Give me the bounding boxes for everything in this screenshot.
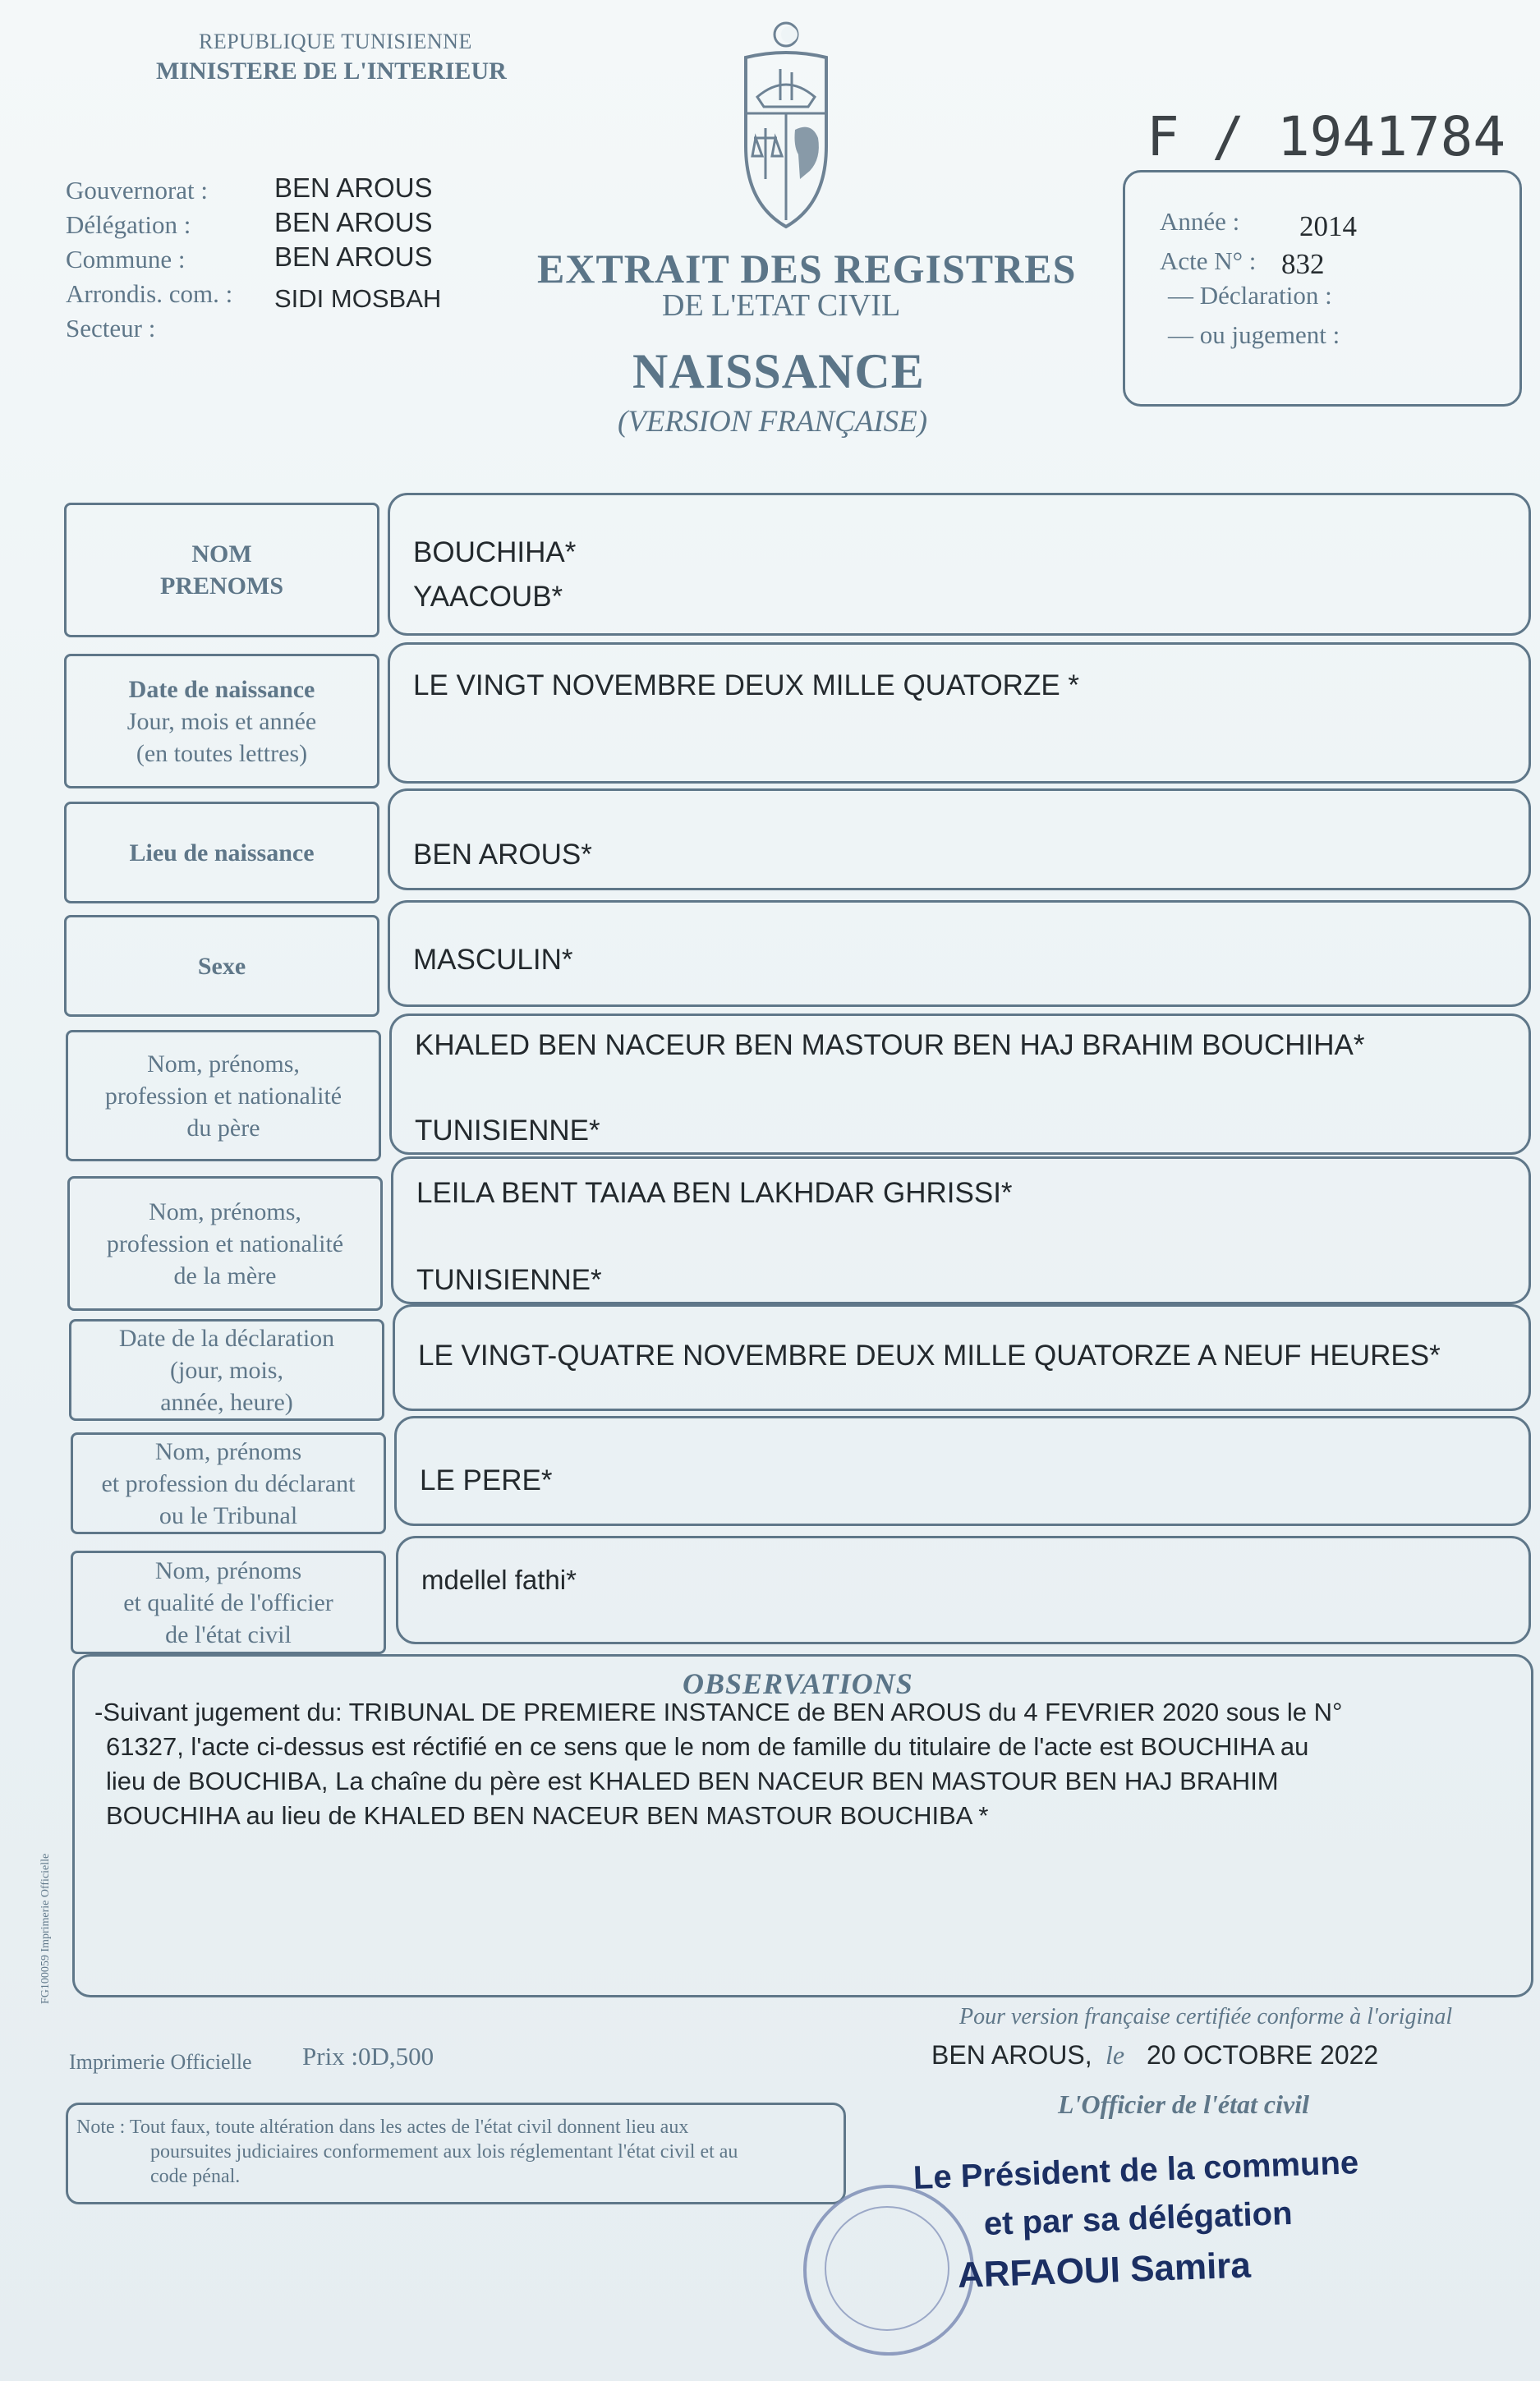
father-name-value: KHALED BEN NACEUR BEN MASTOUR BEN HAJ BRAHIM BOUCHIHA* xyxy=(415,1029,1365,1061)
version-label: (VERSION FRANÇAISE) xyxy=(618,405,928,439)
mother-label-3: de la mère xyxy=(173,1262,277,1289)
signature-line-3: ARFAOUI Samira xyxy=(957,2245,1252,2296)
note-line-2: poursuites judiciaires conformement aux lois réglementant l'état civil et au xyxy=(150,2141,738,2163)
officer-title: L'Officier de l'état civil xyxy=(1058,2089,1309,2119)
observation-line-1: -Suivant jugement du: TRIBUNAL DE PREMIERE INSTANCE de BEN AROUS du 4 FEVRIER 2020 sous le N° xyxy=(94,1698,1343,1726)
birth-date-value-cell xyxy=(388,642,1531,784)
sex-value-cell xyxy=(388,900,1531,1007)
officer-value: mdellel fathi* xyxy=(421,1565,577,1595)
declaration-date-value-cell xyxy=(393,1304,1531,1411)
declarant-label-3: ou le Tribunal xyxy=(159,1501,298,1529)
certified-text: Pour version française certifiée conforme à l'original xyxy=(959,2004,1453,2029)
father-nationality-value: TUNISIENNE* xyxy=(415,1115,600,1147)
delegation-label: Délégation : xyxy=(66,210,191,239)
jugement-label: — ou jugement : xyxy=(1168,320,1340,349)
father-label-3: du père xyxy=(186,1114,260,1142)
registry-reference-box xyxy=(1123,170,1522,407)
observations-box xyxy=(72,1654,1533,1997)
commune-label: Commune : xyxy=(66,245,186,273)
first-name-value: YAACOUB* xyxy=(413,581,563,613)
observations-title: OBSERVATIONS xyxy=(683,1667,913,1700)
name-label-cell xyxy=(64,503,379,637)
document-type-title: NAISSANCE xyxy=(632,344,925,398)
serial-number: F / 1941784 xyxy=(1147,105,1506,168)
surname-value: BOUCHIHA* xyxy=(413,536,577,568)
birth-date-sublabel-2: (en toutes lettres) xyxy=(136,739,308,767)
delegation-value: BEN AROUS xyxy=(274,207,433,237)
note-line-3: code pénal. xyxy=(150,2166,241,2187)
mother-name-value: LEILA BENT TAIAA BEN LAKHDAR GHRISSI* xyxy=(416,1177,1013,1209)
nom-label: NOM xyxy=(191,540,252,568)
legal-note-box xyxy=(66,2103,846,2204)
sex-label: Sexe xyxy=(197,952,246,980)
sex-value: MASCULIN* xyxy=(413,944,573,976)
republic-heading: REPUBLIQUE TUNISIENNE xyxy=(199,30,472,53)
name-value-cell xyxy=(388,493,1531,636)
father-label-2: profession et nationalité xyxy=(104,1082,342,1110)
observation-line-3: lieu de BOUCHIBA, La chaîne du père est KHALED BEN NACEUR BEN MASTOUR BEN HAJ BRAHIM xyxy=(106,1767,1279,1795)
declarant-label-2: et profession du déclarant xyxy=(101,1469,356,1497)
sex-label-cell xyxy=(64,915,379,1017)
register-subtitle: DE L'ETAT CIVIL xyxy=(662,288,901,323)
declarant-value: LE PERE* xyxy=(420,1464,553,1496)
arrondissement-value: SIDI MOSBAH xyxy=(274,284,442,313)
ministry-heading: MINISTERE DE L'INTERIEUR xyxy=(156,57,507,85)
officer-label-cell xyxy=(71,1551,386,1654)
mother-nationality-value: TUNISIENNE* xyxy=(416,1264,602,1296)
register-title: EXTRAIT DES REGISTRES xyxy=(537,246,1077,292)
birth-date-label-cell xyxy=(64,654,379,788)
acte-value: 832 xyxy=(1281,248,1325,280)
gouvernorat-label: Gouvernorat : xyxy=(66,176,209,205)
issue-date: 20 OCTOBRE 2022 xyxy=(1147,2040,1379,2070)
declarant-label-1: Nom, prénoms xyxy=(154,1437,302,1465)
mother-label-cell xyxy=(67,1176,383,1311)
birth-date-sublabel: Jour, mois et année xyxy=(126,707,317,735)
arrondissement-label: Arrondis. com. : xyxy=(66,279,233,308)
birth-place-label-cell xyxy=(64,802,379,903)
birth-place-value: BEN AROUS* xyxy=(413,839,592,871)
prenoms-label: PRENOMS xyxy=(160,572,283,600)
declaration-label: — Déclaration : xyxy=(1168,281,1332,310)
observation-line-2: 61327, l'acte ci-dessus est réctifié en ce sens que le nom de famille du titulaire de l'acte est BOUCHIHA au xyxy=(106,1732,1309,1761)
printer-code: FG100059 Imprimerie Officielle xyxy=(39,1853,52,2004)
annee-label: Année : xyxy=(1160,207,1240,236)
mother-label-2: profession et nationalité xyxy=(106,1230,344,1257)
declaration-date-value: LE VINGT-QUATRE NOVEMBRE DEUX MILLE QUATORZE A NEUF HEURES* xyxy=(418,1340,1441,1372)
acte-label: Acte N° : xyxy=(1160,246,1257,275)
officer-label-2: et qualité de l'officier xyxy=(123,1588,333,1616)
annee-value: 2014 xyxy=(1299,210,1357,242)
declaration-date-label-2: (jour, mois, xyxy=(170,1356,283,1384)
father-label-1: Nom, prénoms, xyxy=(147,1050,300,1078)
official-stamp-icon xyxy=(803,2185,974,2356)
declaration-date-label-cell xyxy=(69,1319,384,1421)
declaration-date-label-1: Date de la déclaration xyxy=(118,1324,335,1352)
father-value-cell xyxy=(389,1014,1531,1155)
mother-label-1: Nom, prénoms, xyxy=(149,1197,301,1225)
father-label-cell xyxy=(66,1030,381,1161)
officer-label-3: de l'état civil xyxy=(165,1620,292,1648)
tunisian-coat-of-arms-icon xyxy=(729,15,843,230)
imprimerie-label: Imprimerie Officielle xyxy=(69,2050,252,2074)
birth-date-value: LE VINGT NOVEMBRE DEUX MILLE QUATORZE * xyxy=(413,669,1080,701)
secteur-label: Secteur : xyxy=(66,314,156,342)
issue-place: BEN AROUS, xyxy=(931,2040,1092,2070)
commune-value: BEN AROUS xyxy=(274,241,433,272)
birth-place-label: Lieu de naissance xyxy=(129,839,315,866)
officer-value-cell xyxy=(396,1536,1531,1644)
signature-line-2: et par sa délégation xyxy=(983,2195,1294,2242)
issue-le-label: le xyxy=(1106,2040,1125,2070)
gouvernorat-value: BEN AROUS xyxy=(274,172,433,203)
observation-line-4: BOUCHIHA au lieu de KHALED BEN NACEUR BEN MASTOUR BOUCHIBA * xyxy=(106,1801,989,1830)
price-label: Prix :0D,500 xyxy=(302,2042,434,2071)
declaration-date-label-3: année, heure) xyxy=(160,1388,293,1416)
birth-place-value-cell xyxy=(388,788,1531,890)
declarant-value-cell xyxy=(394,1416,1531,1526)
declarant-label-cell xyxy=(71,1432,386,1534)
signature-line-1: Le Président de la commune xyxy=(913,2144,1359,2196)
officer-label-1: Nom, prénoms xyxy=(154,1556,302,1584)
mother-value-cell xyxy=(391,1156,1531,1304)
note-line-1: Note : Tout faux, toute altération dans les actes de l'état civil donnent lieu aux xyxy=(76,2117,689,2138)
birth-date-label: Date de naissance xyxy=(128,675,315,703)
